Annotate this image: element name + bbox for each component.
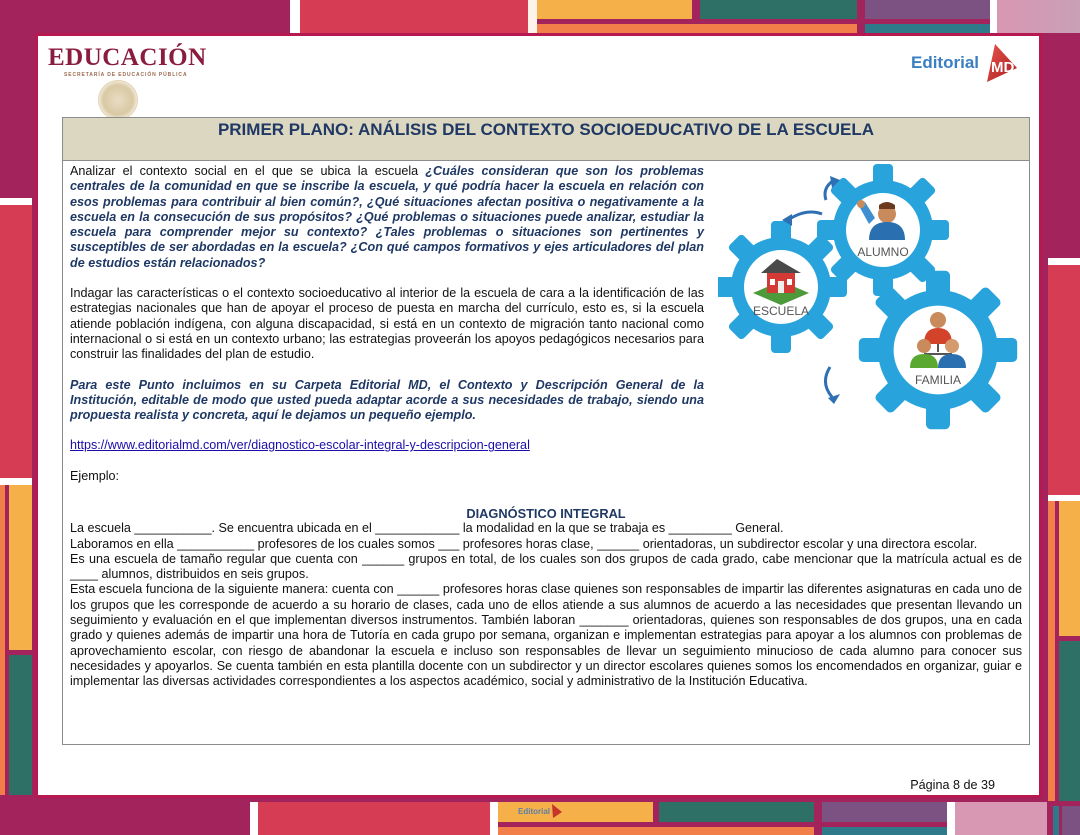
bg-tile xyxy=(9,485,32,650)
bg-tile xyxy=(0,33,32,225)
bg-tile xyxy=(537,24,857,33)
diagnostico-line: Laboramos en ella ___________ profesores de los cuales somos ___ profesores horas clase, ______ orientadoras, un subdirector escolar y una directora escolar. xyxy=(70,536,978,551)
svg-text:FAMILIA: FAMILIA xyxy=(914,373,962,387)
gear-escuela xyxy=(718,221,847,353)
bg-tile xyxy=(865,0,990,19)
bg-tile xyxy=(865,24,990,33)
bg-gap xyxy=(1048,258,1080,265)
national-seal-icon xyxy=(98,80,138,120)
section-title: PRIMER PLANO: ANÁLISIS DEL CONTEXTO SOCIOEDUCATIVO DE LA ESCUELA xyxy=(63,118,1029,161)
bg-gap xyxy=(0,478,32,485)
bg-tile xyxy=(0,205,32,478)
editorial-md-logo xyxy=(911,44,1017,82)
bg-tile xyxy=(1062,806,1080,835)
bg-gap xyxy=(490,802,498,835)
md-logo-icon xyxy=(981,44,1017,82)
bg-tile xyxy=(9,655,32,795)
bg-tile xyxy=(822,802,947,822)
bg-tile xyxy=(1059,641,1080,801)
gear-familia xyxy=(859,271,1017,429)
bg-gap xyxy=(990,0,997,33)
md-triangle-icon xyxy=(550,804,562,818)
bg-tile xyxy=(1048,265,1080,495)
bottom-editorial-logo-text: Editorial xyxy=(518,806,551,816)
bg-tile xyxy=(1053,806,1059,835)
svg-text:ESCUELA: ESCUELA xyxy=(752,304,810,318)
diagnostico-title: DIAGNÓSTICO INTEGRAL xyxy=(466,506,626,521)
paragraph-intro: Analizar el contexto social en el que se ubica la escuela ¿Cuáles consideran que son los problemas centrales de la comunidad en que se inscribe la escuela, y qué podría hacer la escuela en relación con esos problemas para contribuir al bien común?, ¿Qué situaciones afectan positiva o negativamente a la escuela en la consecución de sus propósitos? ¿Qué problemas o situaciones puede analizar, estudiar la escuela para comprender mejor su contexto? ¿Tales problemas o situaciones son pertinentes y susceptibles de ser abordadas en la escuela? ¿Con qué campos formativos y ejes articuladores del plan de estudios están relacionados? xyxy=(70,164,704,270)
bg-gap xyxy=(250,802,258,835)
svg-text:MD: MD xyxy=(991,59,1015,76)
content-frame xyxy=(62,117,1030,745)
bg-tile xyxy=(822,827,947,835)
bg-tile xyxy=(700,0,857,19)
bg-tile xyxy=(300,0,528,33)
bottom-editorial-logo xyxy=(518,804,562,818)
sep-logo-word: EDUCACIÓN xyxy=(48,44,207,71)
example-label: Ejemplo: xyxy=(70,468,119,483)
editorial-logo-text: Editorial xyxy=(910,53,979,72)
svg-text:ALUMNO: ALUMNO xyxy=(857,245,909,259)
bg-tile xyxy=(498,827,814,835)
sep-logo-subtitle: SECRETARÍA DE EDUCACIÓN PÚBLICA xyxy=(64,72,188,78)
bg-tile xyxy=(0,800,250,835)
bg-tile xyxy=(0,0,290,33)
diagnostico-line: Esta escuela funciona de la siguiente manera: cuenta con ______ profesores horas clase quienes son responsables de impartir las diferentes asignaturas en cada uno de los grupos que les corresponde de acuerdo a su horario de clases, cada uno de ellos atiende a sus alumnos de acuerdo a las necesidades que presentan llevando un seguimiento y evaluación en el que implementan diversos instrumentos. También laboran _______ orientadoras, quienes son responsables de dos grupos, una en cada grado y quienes además de impartir una hora de Tutoría en cada grupo por semana, organizan e implementan estrategias para apoyar a los alumnos con problemas de aprovechamiento escolar, con riesgo de abandonar la escuela e incluso son responsables de llevar un seguimiento minucioso de cada alumno para conocer sus necesidades y apoyarlos. Se cuenta también en esta plantilla docente con un subdirector y un director escolares quienes somos los encomendados en organizar, guiar e implementar las diversas actividades correspondientes a los aspectos académico, social y administrativo de la Institución Educativa. xyxy=(70,582,1022,689)
paragraph-indagar: Indagar las características o el contexto socioeducativo al interior de la escuela de cara a la identificación de las estrategias nacionales que han de apoyar el proceso de puesta en marcha del currículo, esto es, si la escuela atiende población indígena, con alguna discapacidad, si está en un contexto de migración tanto nacional como internacional o si está en un contexto urbano; las estrategias proveerán los apoyos pedagógicos necesarios para construir las finalidades del plan de estudio. xyxy=(70,286,704,362)
bg-tile xyxy=(1048,33,1080,258)
paragraph-carpeta: Para este Punto incluimos en su Carpeta Editorial MD, el Contexto y Descripción General de la Institución, editable de modo que usted pueda adaptar acorde a sus necesidades de trabajo, siendo una propuesta realista y concreta, aquí le dejamos un pequeño ejemplo. xyxy=(70,377,704,423)
bg-gap xyxy=(0,198,32,205)
diagnostico-line: Es una escuela de tamaño regular que cuenta con ______ grupos en total, de los cuales son dos grupos de cada grado, cabe mencionar que la matrícula actual es de ____ alumnos, distribuidos en seis grupos. xyxy=(70,551,1022,582)
bg-tile xyxy=(955,802,1047,835)
page-number: Página 8 de 39 xyxy=(910,778,995,792)
document-page xyxy=(35,33,1042,798)
diagnostico-link[interactable]: https://www.editorialmd.com/ver/diagnostico-escolar-integral-y-descripcion-general xyxy=(70,438,530,453)
bg-gap xyxy=(528,0,537,33)
bg-tile xyxy=(659,802,814,822)
bg-tile xyxy=(1059,501,1080,636)
gears-illustration xyxy=(718,162,1018,442)
bg-tile xyxy=(258,802,490,835)
bg-tile xyxy=(537,0,692,19)
sep-logo xyxy=(48,44,207,78)
bg-tile xyxy=(1048,501,1055,801)
bg-gap xyxy=(290,0,300,33)
bg-gap xyxy=(947,802,955,835)
diagnostico-integral xyxy=(70,506,1022,690)
bg-tile xyxy=(997,0,1080,33)
diagnostico-line: La escuela ___________. Se encuentra ubicada en el ____________ la modalidad en la que se trabaja es _________ General. xyxy=(70,521,784,536)
section-body xyxy=(70,164,704,499)
bg-tile xyxy=(0,485,5,795)
